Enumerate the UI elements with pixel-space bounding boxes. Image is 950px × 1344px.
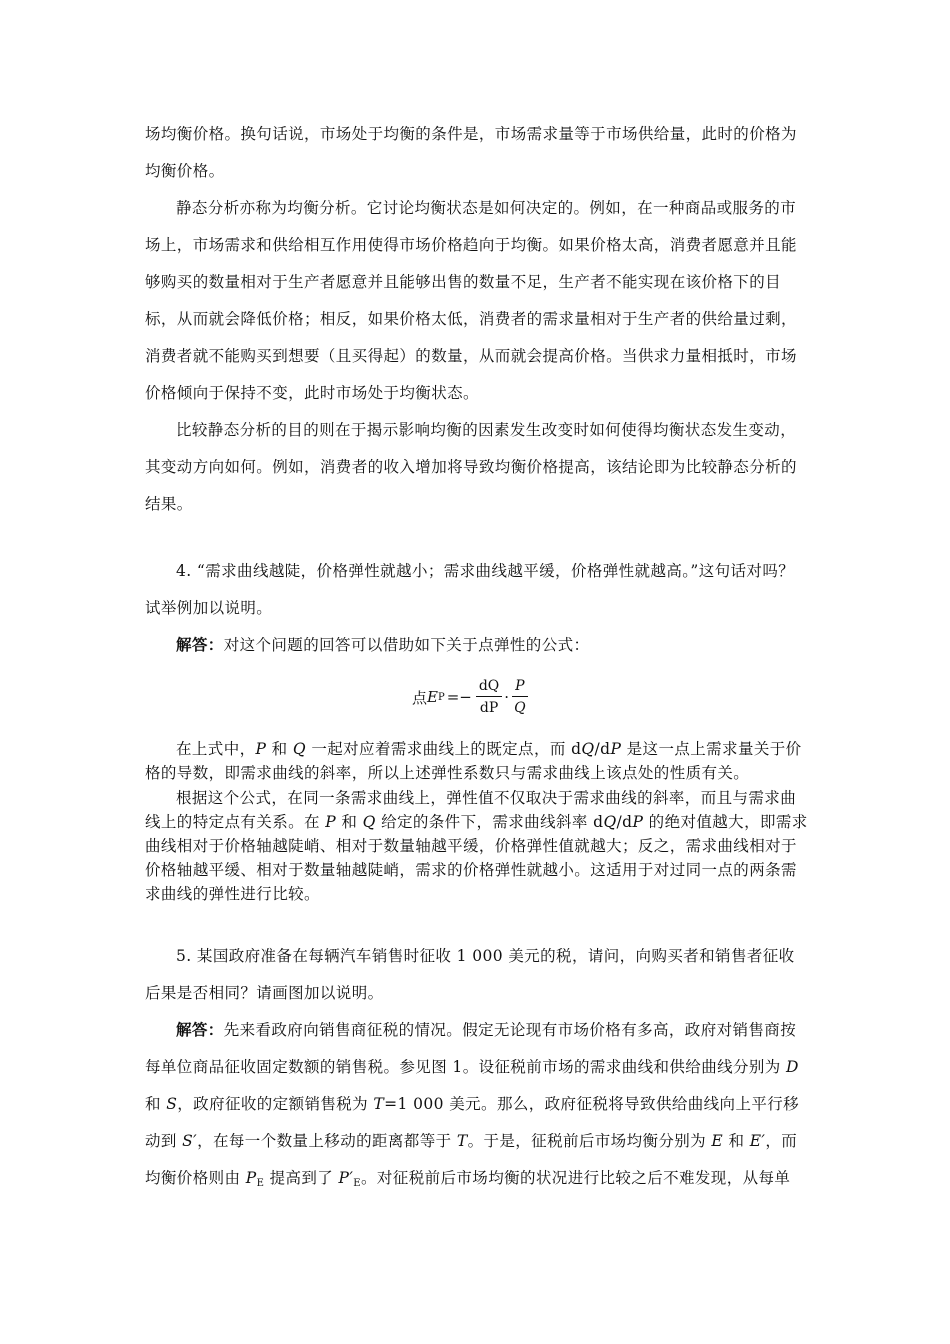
formula-e-sub: P: [437, 691, 445, 703]
question-5: 5. 某国政府准备在每辆汽车销售时征收 1 000 美元的税，请问，向购买者和销售者征收后果是否相同？请画图加以说明。: [145, 947, 795, 1002]
formula-prefix: 点: [412, 688, 428, 707]
fraction-denominator: Q: [514, 700, 526, 716]
answer-label: 解答：: [176, 1021, 224, 1039]
formula-e: E: [427, 688, 438, 706]
fraction-numerator: P: [512, 678, 527, 697]
fraction-dq-dp: [476, 678, 502, 716]
paragraph-comparative-static: 比较静态分析的目的则在于揭示影响均衡的因素发生改变时如何使得均衡状态发生变动，其变动方向如何。例如，消费者的收入增加将导致均衡价格提高，该结论即为比较静态分析的结果。: [145, 421, 797, 513]
question-4: 4. “需求曲线越陡，价格弹性就越小；需求曲线越平缓，价格弹性就越高。”这句话对吗？试举例加以说明。: [145, 562, 795, 617]
formula-dot: ·: [504, 688, 510, 706]
answer-4-paragraph-b: 根据这个公式，在同一条需求曲线上，弹性值不仅取决于需求曲线的斜率，而且与需求曲线上的特定点有关系。在 P 和 Q 给定的条件下，需求曲线斜率 dQ/dP 的绝对值越大，即需求曲线相对于价格轴越陡峭、相对于数量轴越平缓，价格弹性值就越大；反之，需求曲线相对于价格轴越平缓、相对于数量轴越陡峭，需求的价格弹性就越小。这适用于对过同一点的两条需求曲线的弹性进行比较。: [145, 789, 808, 903]
answer-label: 解答：: [176, 636, 224, 654]
paragraph-static-analysis: 静态分析亦称为均衡分析。它讨论均衡状态是如何决定的。例如，在一种商品或服务的市场上，市场需求和供给相互作用使得市场价格趋向于均衡。如果价格太高，消费者愿意并且能够购买的数量相对于生产者愿意并且能够出售的数量不足，生产者不能实现在该价格下的目标，从而就会降低价格；相反，如果价格太低，消费者的需求量相对于生产者的供给量过剩，消费者就不能购买到想要（且买得起）的数量，从而就会提高价格。当供求力量相抵时，市场价格倾向于保持不变，此时市场处于均衡状态。: [145, 199, 797, 402]
formula-equals: =−: [446, 688, 472, 706]
paragraph-equilibrium-price: 场均衡价格。换句话说，市场处于均衡的条件是，市场需求量等于市场供给量，此时的价格为均衡价格。: [145, 125, 797, 180]
fraction-p-q: [511, 678, 528, 716]
fraction-denominator: dP: [479, 700, 499, 716]
answer-4-intro-text: 对这个问题的回答可以借助如下关于点弹性的公式：: [223, 636, 590, 654]
answer-4-intro: [145, 627, 810, 664]
answer-5: 解答：先来看政府向销售商征税的情况。假定无论现有市场价格有多高，政府对销售商按每单位商品征收固定数额的销售税。参见图 1。设征税前市场的需求曲线和供给曲线分别为 D 和 S，政府征收的定额销售税为 T=1 000 美元。那么，政府征税将导致供给曲线向上平行移动到 S′，在每一个数量上移动的距离都等于 T。于是，征税前后市场均衡分别为 E 和 E′，而均衡价格则由 $P_E$ 提高到了 $P'_E$。对征税前后市场均衡的状况进行比较之后不难发现，从每单: [145, 1021, 800, 1189]
point-elasticity-formula: [412, 678, 531, 716]
answer-4-paragraph-a: 在上式中，P 和 Q 一起对应着需求曲线上的既定点，而 dQ/dP 是这一点上需求量关于价格的导数，即需求曲线的斜率，所以上述弹性系数只与需求曲线上该点处的性质有关。: [145, 740, 802, 782]
fraction-numerator: dQ: [476, 678, 502, 697]
